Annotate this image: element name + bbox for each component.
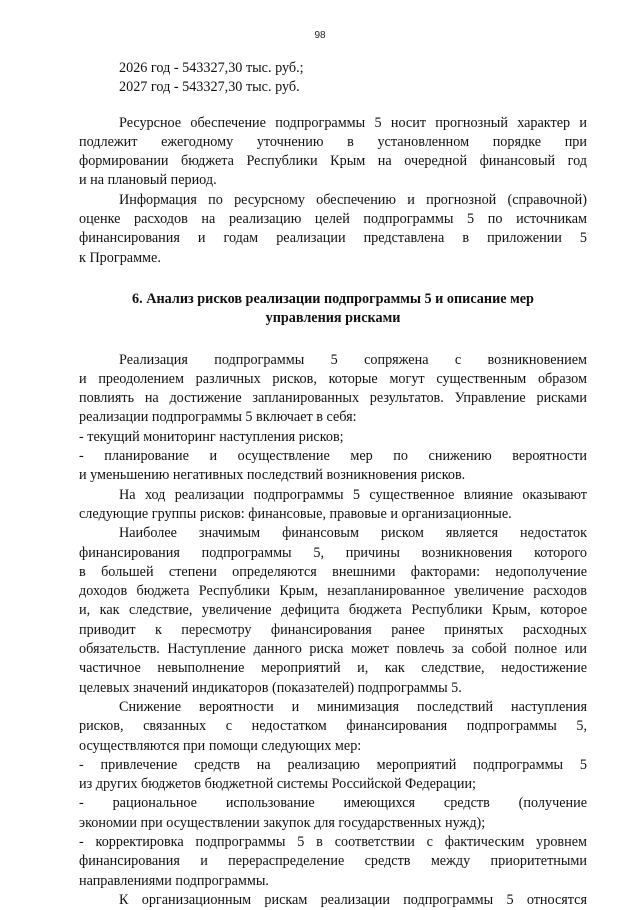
text-line: экономии при осуществлении закупок для государственных нужд); — [79, 814, 486, 831]
text-line: осуществляются при помощи следующих мер: — [79, 737, 362, 754]
paragraph-mitigation — [79, 698, 587, 891]
list-item: - рациональное использование имеющихся средств (получение — [79, 795, 587, 812]
document-body — [79, 59, 587, 910]
text-line: финансирования и перераспределение средств между приоритетными — [79, 853, 587, 870]
paragraph-organizational — [79, 891, 587, 910]
list-item: - привлечение средств на реализацию мероприятий подпрограммы 5 — [79, 756, 587, 773]
text-line: Наиболее значимым финансовым риском является недостаток — [119, 525, 587, 542]
text-line: в большей степени определяются внешними факторами: недополучение — [79, 563, 587, 580]
text-line: доходов бюджета Республики Крым, незапланированное увеличение расходов — [79, 583, 587, 600]
budget-2027-line: 2027 год - 543327,30 тыс. руб. — [119, 79, 300, 96]
text-line: частичное невыполнение мероприятий и, как следствие, недостижение — [79, 660, 587, 677]
text-line: Ресурсное обеспечение подпрограммы 5 носит прогнозный характер и — [119, 114, 587, 131]
text-line: формировании бюджета Республики Крым на очередной финансовый год — [79, 153, 587, 170]
list-item: - корректировка подпрограммы 5 в соответствии с фактическим уровнем — [79, 833, 587, 850]
text-line: целевых значений индикаторов (показателей) подпрограммы 5. — [79, 679, 462, 696]
text-line: направлениями подпрограммы. — [79, 872, 269, 889]
section-heading — [79, 290, 587, 329]
paragraph-forecast — [79, 114, 587, 191]
text-line: Снижение вероятности и минимизация последствий наступления — [119, 698, 587, 715]
text-line: приводит к пересмотру финансирования ранее принятых расходных — [79, 621, 587, 638]
text-line: следующие группы рисков: финансовые, правовые и организационные. — [79, 505, 512, 522]
page-number: 98 — [314, 30, 326, 41]
paragraph-info — [79, 191, 587, 268]
text-line: оценке расходов на реализацию целей подпрограммы 5 по источникам — [79, 211, 587, 228]
text-line: к Программе. — [79, 249, 161, 266]
list-item: - планирование и осуществление мер по снижению вероятности — [79, 448, 587, 465]
text-line: и на плановый период. — [79, 172, 217, 189]
paragraph-risks — [79, 351, 587, 486]
list-item: - текущий мониторинг наступления рисков; — [79, 428, 344, 445]
text-line: рисков, связанных с недостатком финансирования подпрограммы 5, — [79, 718, 587, 735]
text-line: обязательств. Наступление данного риска может повлечь за собой полное или — [79, 641, 587, 658]
text-line: из других бюджетов бюджетной системы Российской Федерации; — [79, 776, 476, 793]
budget-2026-line: 2026 год - 543327,30 тыс. руб.; — [119, 60, 304, 76]
text-line: подлежит ежегодному уточнению в установленном порядке при — [79, 133, 587, 150]
text-line: финансирования и годам реализации представлена в приложении 5 — [79, 230, 587, 247]
text-line: и преодолением различных рисков, которые могут существенным образом — [79, 370, 587, 387]
text-line: реализации подпрограммы 5 включает в себя: — [79, 409, 357, 426]
text-line: К организационным рискам реализации подпрограммы 5 относятся — [119, 891, 587, 908]
paragraph-financial-risk — [79, 524, 587, 698]
text-line: и уменьшению негативных последствий возникновения рисков. — [79, 467, 466, 484]
text-line: повлиять на достижение запланированных результатов. Управление рисками — [79, 390, 587, 407]
text-line: На ход реализации подпрограммы 5 существенное влияние оказывают — [119, 486, 587, 503]
text-line: Реализация подпрограммы 5 сопряжена с возникновением — [119, 351, 587, 368]
text-line: Информация по ресурсному обеспечению и прогнозной (справочной) — [119, 191, 587, 208]
paragraph-groups — [79, 486, 587, 525]
heading-line-2: управления рисками — [265, 310, 401, 327]
heading-line-1: 6. Анализ рисков реализации подпрограммы 5 и описание мер — [132, 290, 534, 307]
text-line: и, как следствие, увеличение дефицита бюджета Республики Крым, которое — [79, 602, 587, 619]
text-line: финансирования подпрограммы 5, причины возникновения которого — [79, 544, 587, 561]
